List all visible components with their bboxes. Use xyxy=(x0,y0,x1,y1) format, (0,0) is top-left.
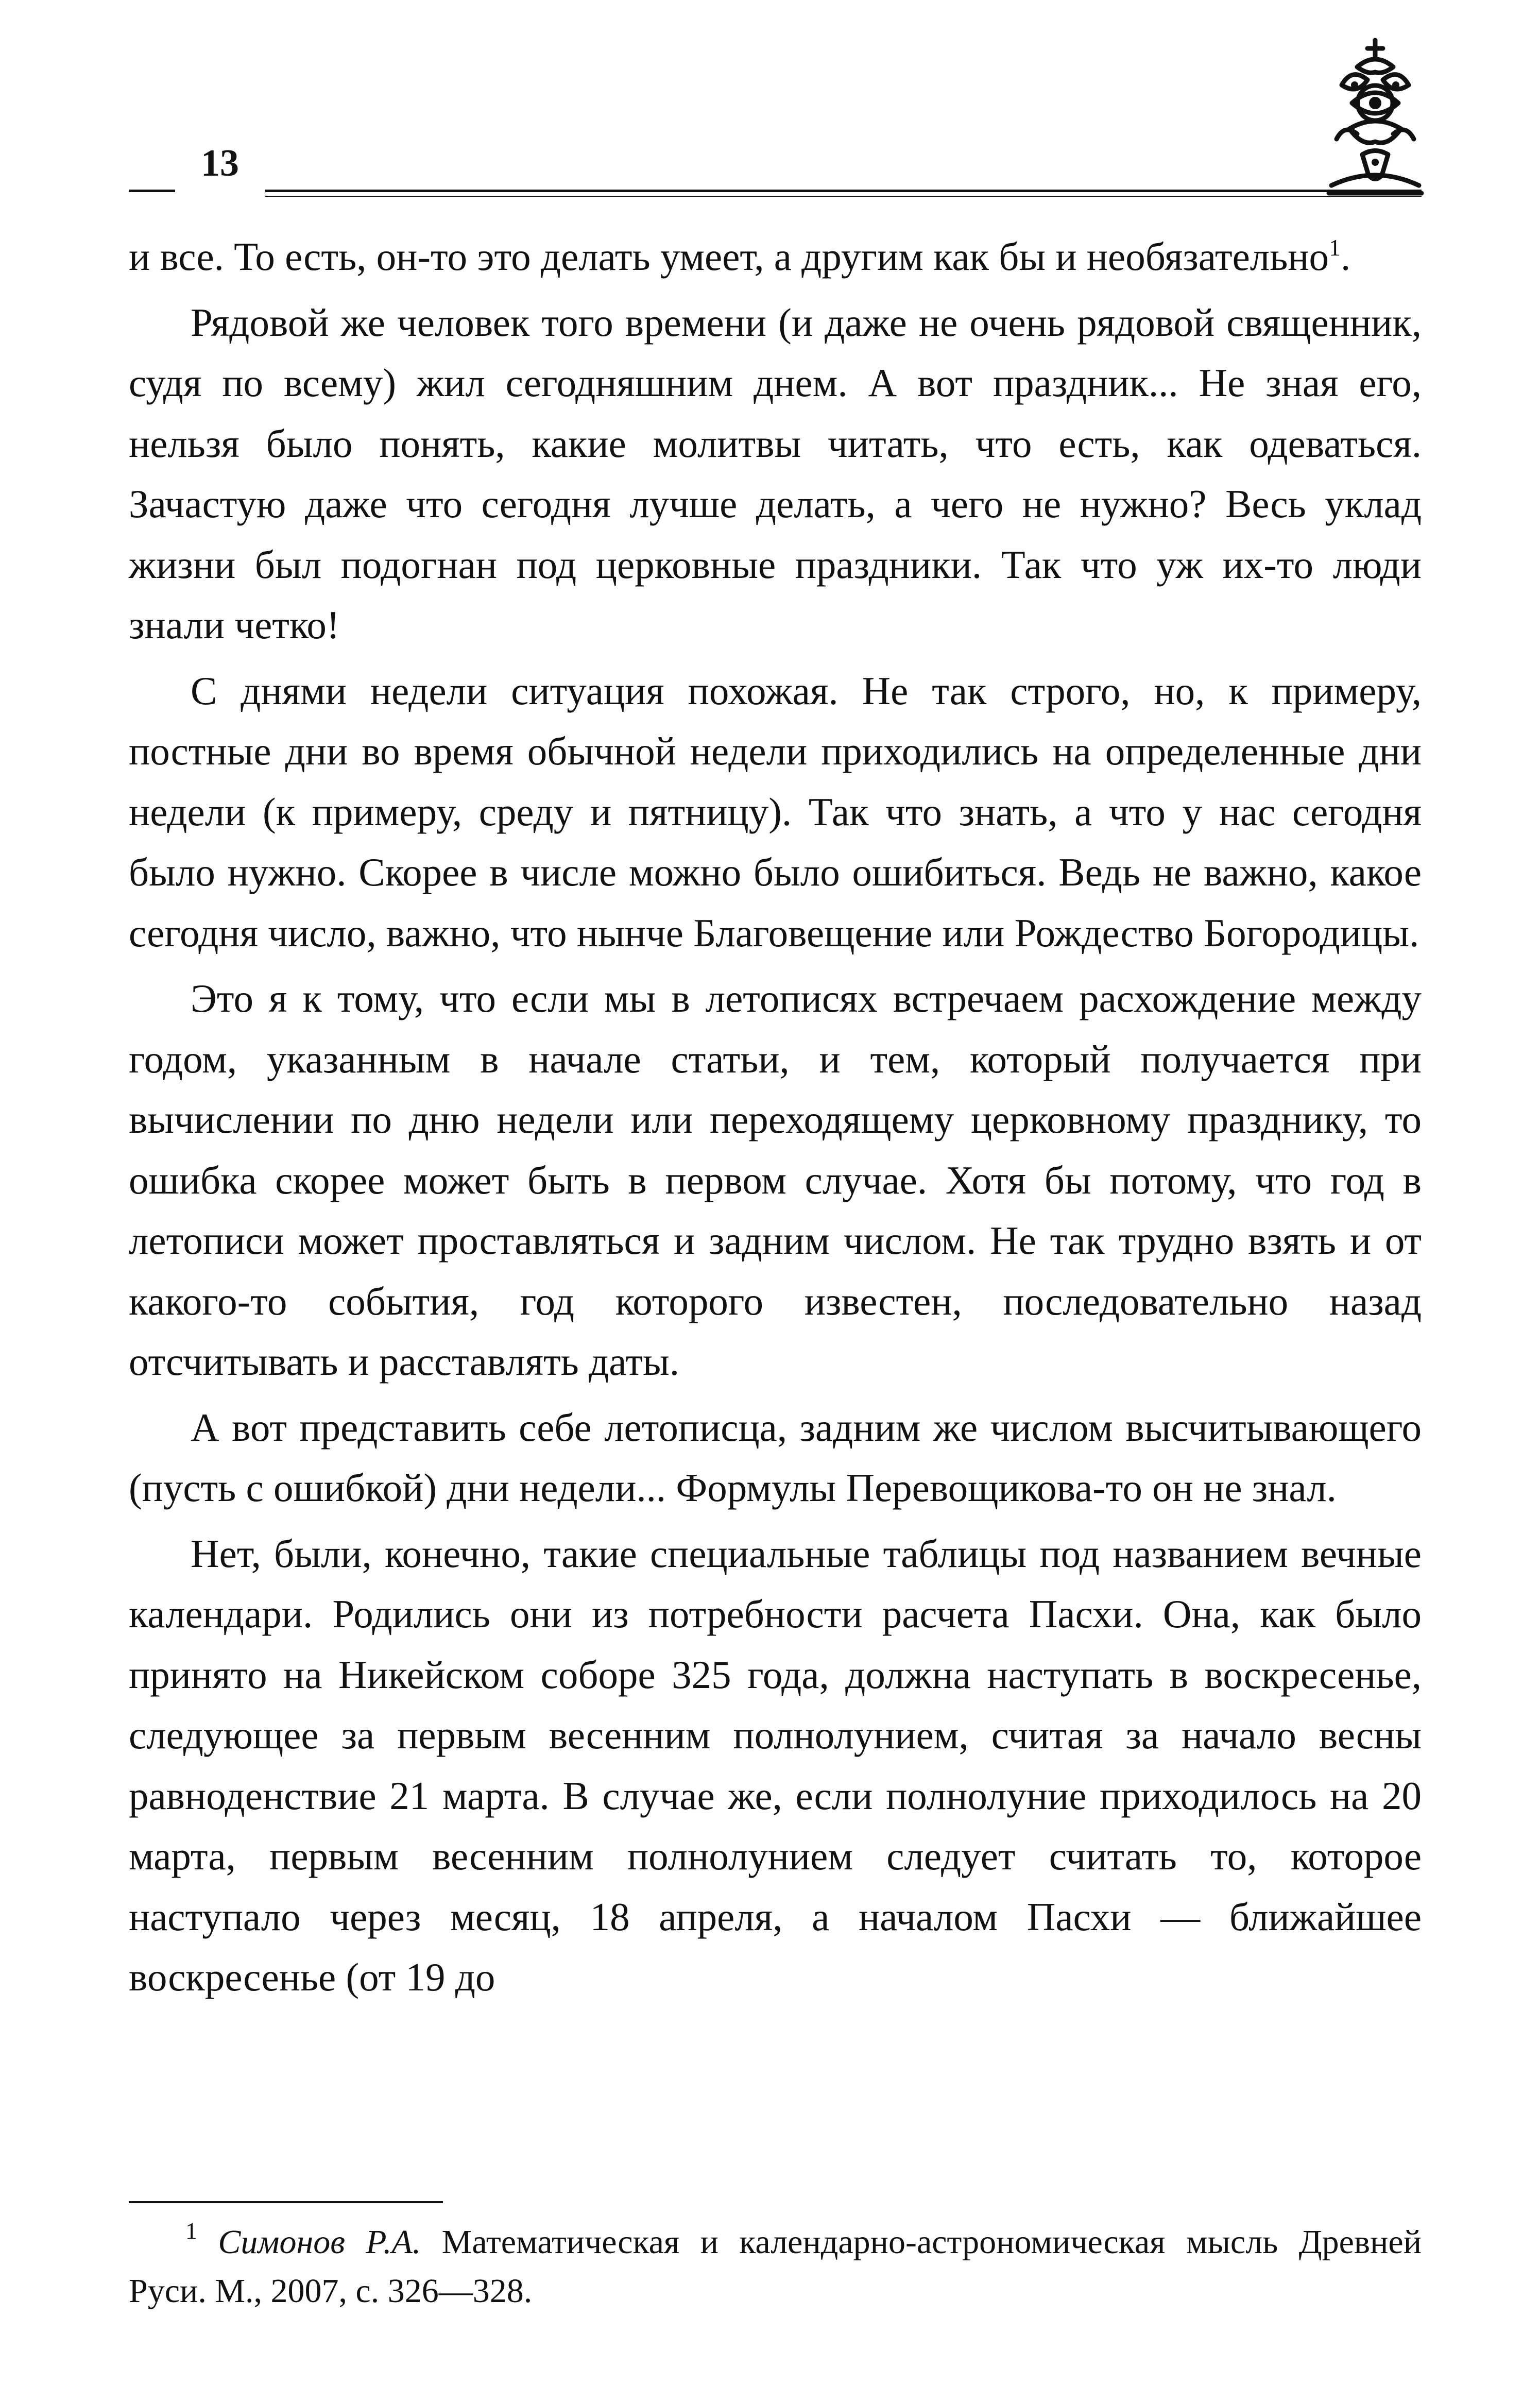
footnote-mark[interactable]: 1 xyxy=(1329,234,1341,261)
footnote-rule xyxy=(129,2201,443,2203)
paragraph-text-tail: . xyxy=(1341,234,1351,279)
header-rule-left xyxy=(129,190,175,192)
paragraph-text: и все. То есть, он-то это делать умеет, а другим как бы и необязательно xyxy=(129,234,1329,279)
paragraph: Это я к тому, что если мы в летописях встречаем расхождение между годом, указанным в начале статьи, и тем, который получается при вычислении по дню недели или переходящему церковному празднику, то ошибка скорее может быть в первом случае. Хотя бы потому, что год в летописи может проставляться и задним числом. Не так трудно взять и от какого-то события, год которого известен, последовательно назад отсчитывать и расставлять даты. xyxy=(129,976,1422,1384)
paragraph: А вот представить себе летописца, задним же числом высчитывающего (пусть с ошибкой) дни недели... Формулы Перевощикова-то он не знал. xyxy=(129,1405,1422,1510)
page-number: 13 xyxy=(201,142,239,184)
header-rule-right xyxy=(265,190,1422,192)
celtic-knot-ornament-icon xyxy=(1321,36,1429,206)
body-text xyxy=(129,227,1422,2013)
footnote-number: 1 xyxy=(185,2218,197,2244)
footnote xyxy=(129,2218,1422,2315)
paragraph xyxy=(129,227,1422,287)
footnote-text: Математическая и календарно-астрономическая мысль Древней Руси. М., 2007, с. 326—328. xyxy=(129,2223,1422,2310)
running-header xyxy=(129,144,1422,201)
footnote-author: Симонов Р.А. xyxy=(218,2223,421,2261)
paragraph: Рядовой же человек того времени (и даже не очень рядовой священник, судя по всему) жил сегодняшним днем. А вот праздник... Не зная его, нельзя было понять, какие молитвы читать, что есть, как одеваться. Зачастую даже что сегодня лучше делать, а чего не нужно? Весь уклад жизни был подогнан под церковные праздники. Так что уж их-то люди знали четко! xyxy=(129,300,1422,647)
paragraph: С днями недели ситуация похожая. Не так строго, но, к примеру, постные дни во время обычной недели приходились на определенные дни недели (к примеру, среду и пятницу). Так что знать, а что у нас сегодня было нужно. Скорее в числе можно было ошибиться. Ведь не важно, какое сегодня число, важно, что нынче Благовещение или Рождество Богородицы. xyxy=(129,668,1422,955)
paragraph: Нет, были, конечно, такие специальные таблицы под названием вечные календари. Родились они из потребности расчета Пасхи. Она, как было принято на Никейском соборе 325 года, должна наступать в воскресенье, следующее за первым весенним полнолунием, считая за начало весны равноденствие 21 марта. В случае же, если полнолуние приходилось на 20 марта, первым весенним полнолунием следует считать то, которое наступало через месяц, 18 апреля, а началом Пасхи — ближайшее воскресенье (от 19 до xyxy=(129,1531,1422,1999)
header-rule-thin xyxy=(265,196,1422,197)
